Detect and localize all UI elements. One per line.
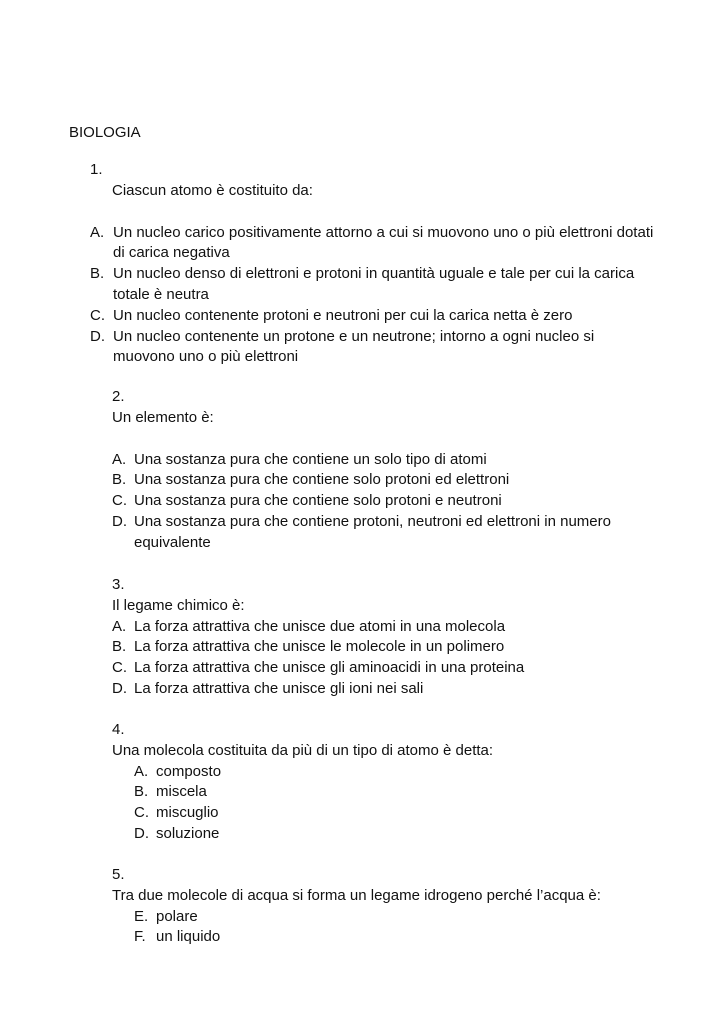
option-text: soluzione: [156, 824, 220, 842]
option-text: composto: [156, 762, 222, 780]
option-text: miscela: [156, 783, 207, 801]
option-letter: A.: [112, 450, 127, 468]
option-text: Una sostanza pura che contiene protoni, neutroni ed elettroni in numero equivalente: [134, 512, 611, 551]
option-letter: C.: [90, 306, 105, 324]
option-text: miscuglio: [156, 804, 219, 822]
answer-option: [66, 679, 656, 700]
option-text: polare: [156, 907, 198, 925]
answer-option: [66, 223, 656, 265]
option-text: Un nucleo contenente protoni e neutroni per cui la carica netta è zero: [113, 306, 573, 324]
option-text: Un nucleo denso di elettroni e protoni in quantità uguale e tale per cui la carica totale è neutra: [113, 265, 635, 303]
answer-option: [66, 803, 656, 824]
answer-options: [66, 762, 656, 845]
answer-option: [66, 782, 656, 803]
option-letter: D.: [112, 679, 127, 697]
answer-option: [66, 658, 656, 679]
option-text: La forza attrattiva che unisce due atomi in una molecola: [134, 617, 506, 635]
answer-option: [66, 264, 656, 306]
option-letter: A.: [90, 223, 105, 241]
question-number: 1.: [90, 161, 103, 178]
option-letter: F.: [134, 928, 146, 946]
answer-options: [66, 617, 656, 700]
answer-option: [66, 927, 666, 948]
answer-option: [66, 491, 656, 512]
answer-option: [66, 306, 656, 327]
question-number: 4.: [112, 721, 125, 738]
question-5: [66, 865, 666, 948]
question-number: 3.: [112, 576, 125, 593]
question-number: 2.: [112, 388, 125, 405]
option-letter: B.: [134, 783, 149, 801]
option-text: Una sostanza pura che contiene solo protoni ed elettroni: [134, 471, 510, 489]
option-letter: D.: [112, 512, 127, 530]
option-letter: B.: [112, 638, 127, 656]
answer-option: [66, 450, 656, 471]
option-text: La forza attrattiva che unisce gli ioni nei sali: [134, 679, 424, 697]
option-letter: C.: [112, 492, 127, 510]
option-letter: C.: [112, 659, 127, 677]
option-text: Un nucleo contenente un protone e un neutrone; intorno a ogni nucleo si muovono uno o più elettroni: [113, 327, 595, 366]
option-letter: B.: [90, 265, 105, 283]
question-text: Il legame chimico è:: [112, 596, 245, 614]
answer-option: [66, 617, 656, 638]
option-letter: A.: [134, 762, 149, 780]
section-heading: BIOLOGIA: [69, 124, 141, 141]
answer-options: [66, 450, 656, 554]
answer-options: [66, 907, 666, 949]
option-letter: D.: [90, 327, 105, 345]
option-text: Una sostanza pura che contiene un solo tipo di atomi: [134, 450, 487, 468]
option-letter: A.: [112, 617, 127, 635]
question-text: Una molecola costituita da più di un tipo di atomo è detta:: [112, 741, 494, 759]
answer-option: [66, 327, 656, 369]
question-text: Un elemento è:: [112, 408, 214, 426]
question-2: [66, 387, 656, 554]
answer-option: [66, 907, 666, 928]
option-text: La forza attrattiva che unisce le molecole in un polimero: [134, 638, 505, 656]
question-text: Tra due molecole di acqua si forma un legame idrogeno perché l’acqua è:: [112, 886, 601, 904]
question-3: [66, 575, 656, 700]
option-letter: D.: [134, 824, 149, 842]
question-text: Ciascun atomo è costituito da:: [112, 181, 313, 199]
answer-option: [66, 824, 656, 845]
option-letter: E.: [134, 907, 149, 925]
answer-option: [66, 762, 656, 783]
option-text: Un nucleo carico positivamente attorno a cui si muovono uno o più elettroni dotati di carica negativa: [113, 223, 654, 262]
question-4: [66, 720, 656, 845]
option-text: Una sostanza pura che contiene solo protoni e neutroni: [134, 492, 502, 510]
answer-option: [66, 470, 656, 491]
answer-option: [66, 512, 656, 554]
answer-option: [66, 637, 656, 658]
option-text: un liquido: [156, 928, 221, 946]
question-number: 5.: [112, 866, 125, 883]
option-text: La forza attrattiva che unisce gli aminoacidi in una proteina: [134, 659, 525, 677]
option-letter: C.: [134, 804, 149, 822]
question-1: [66, 160, 656, 368]
option-letter: B.: [112, 471, 127, 489]
answer-options: [66, 223, 656, 369]
